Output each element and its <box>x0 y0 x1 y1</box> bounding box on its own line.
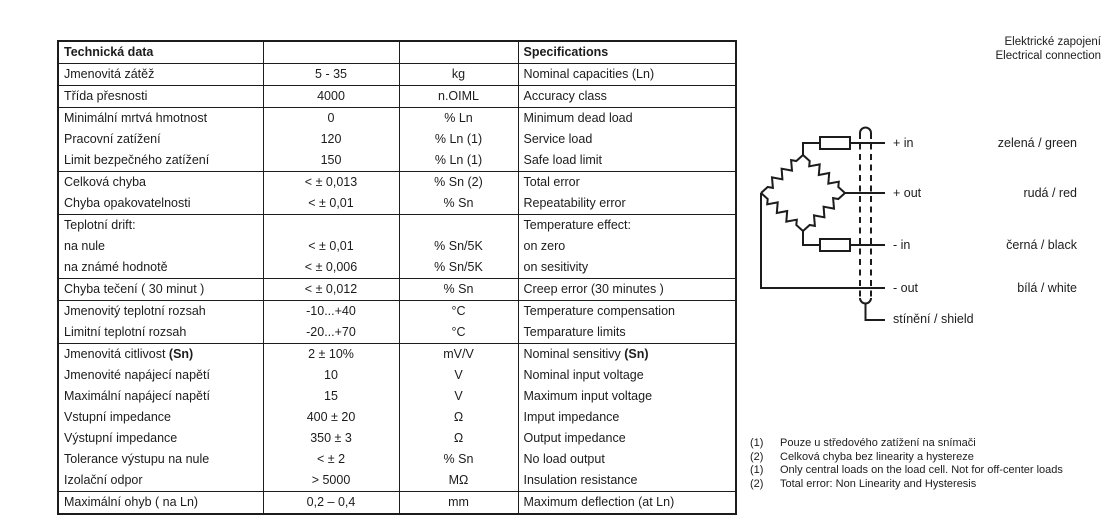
spec-label-en-text: Nominal sensitivy <box>523 347 625 361</box>
spec-label-cz <box>58 344 263 366</box>
table-header-specifications: Specifications <box>518 41 736 64</box>
spec-label-cz: Tolerance výstupu na nule <box>64 452 210 466</box>
pin-label-plus-in: + in <box>893 136 914 150</box>
spec-unit: % Sn/5K <box>399 257 518 279</box>
footnote-text: Celková chyba bez linearity a hystereze <box>780 450 974 463</box>
bridge-resistor-icon <box>761 155 803 193</box>
footnote-number: (1) <box>750 464 764 476</box>
spec-value: 0,2 – 0,4 <box>263 492 399 515</box>
spec-value: < ± 2 <box>263 449 399 470</box>
cable-shield-top-cap <box>860 128 871 134</box>
spec-unit: Ω <box>399 428 518 449</box>
spec-label-cz: Maximální napájecí napětí <box>64 389 210 403</box>
spec-label-en: on sesitivity <box>518 257 736 279</box>
spec-label-en: Temparature limits <box>518 322 736 344</box>
spec-label-cz: Vstupní impedance <box>64 410 172 424</box>
footnotes <box>750 437 1080 491</box>
footnote-text: Pouze u středového zatížení na snímači <box>780 437 976 449</box>
spec-label-en: Service load <box>518 129 736 150</box>
spec-unit <box>399 215 518 237</box>
spec-label-cz: na známé hodnotě <box>58 257 263 279</box>
wire-color-red: rudá / red <box>1023 186 1077 200</box>
spec-label-cz: Maximální ohyb ( na Ln) <box>64 495 199 509</box>
spec-unit: mm <box>399 492 518 515</box>
spec-unit: % Ln (1) <box>399 150 518 172</box>
table-row <box>58 279 736 301</box>
spec-label-cz-text: Jmenovitá citlivost <box>64 347 169 361</box>
spec-label-en: Output impedance <box>518 428 736 449</box>
spec-label-en: Maximum deflection (at Ln) <box>518 492 736 515</box>
cable-shield-bottom-cap <box>860 298 871 304</box>
spec-unit: % Sn <box>399 449 518 470</box>
spec-label-en: Safe load limit <box>518 150 736 172</box>
table-row <box>58 407 736 428</box>
spec-value: 4000 <box>263 86 399 108</box>
spec-unit: Ω <box>399 407 518 428</box>
spec-unit: °C <box>399 301 518 323</box>
spec-label-cz: na nule <box>64 239 106 253</box>
spec-value: 5 - 35 <box>263 64 399 86</box>
pin-label-minus-out: - out <box>893 281 919 295</box>
table-row <box>58 428 736 449</box>
spec-table <box>57 40 737 515</box>
spec-label-cz: Limit bezpečného zatížení <box>58 150 263 172</box>
spec-label-en: Minimum dead load <box>518 108 736 130</box>
spec-label-en: Temperature effect: <box>518 215 736 237</box>
bridge-resistor-icon <box>803 155 845 193</box>
spec-label-en: Nominal input voltage <box>518 365 736 386</box>
footnote <box>750 437 1080 451</box>
spec-label-en: Accuracy class <box>518 86 736 108</box>
table-row <box>58 470 736 492</box>
spec-value: < ± 0,01 <box>263 193 399 215</box>
spec-unit: % Ln (1) <box>399 129 518 150</box>
table-row <box>58 257 736 279</box>
table-row <box>58 86 736 108</box>
spec-label-cz: Minimální mrtvá hmotnost <box>64 111 208 125</box>
spec-value: -20...+70 <box>263 322 399 344</box>
compensation-resistor-icon <box>820 137 850 149</box>
table-row <box>58 301 736 323</box>
footnote-number: (2) <box>750 450 764 463</box>
table-row <box>58 386 736 407</box>
spec-unit: °C <box>399 322 518 344</box>
spec-label-en: Creep error (30 minutes ) <box>518 279 736 301</box>
spec-label-en-bold: (Sn) <box>624 347 649 361</box>
footnote <box>750 478 1080 492</box>
shield-tail-wire <box>866 304 886 321</box>
wire-color-black: černá / black <box>1006 238 1077 252</box>
spec-value: 400 ± 20 <box>263 407 399 428</box>
spec-unit: MΩ <box>399 470 518 492</box>
spec-value: 2 ± 10% <box>263 344 399 366</box>
spec-value: 15 <box>263 386 399 407</box>
table-row <box>58 193 736 215</box>
spec-label-en: Maximum input voltage <box>518 386 736 407</box>
spec-label-en: Repeatability error <box>518 193 736 215</box>
spec-unit: kg <box>399 64 518 86</box>
spec-value: 350 ± 3 <box>263 428 399 449</box>
spec-value: < ± 0,006 <box>263 257 399 279</box>
table-row <box>58 108 736 130</box>
spec-unit: V <box>399 386 518 407</box>
spec-label-en: Total error <box>518 172 736 194</box>
spec-label-en: No load output <box>518 449 736 470</box>
diagram-title-en: Electrical connection <box>995 49 1101 62</box>
spec-label-cz: Teplotní drift: <box>64 218 136 232</box>
spec-unit: % Sn <box>399 193 518 215</box>
footnote <box>750 451 1080 465</box>
table-row <box>58 215 736 237</box>
bridge-resistor-icon <box>803 193 845 231</box>
spec-unit: % Sn/5K <box>399 236 518 257</box>
spec-value: 10 <box>263 365 399 386</box>
table-header-value <box>263 41 399 64</box>
diagram-title-cz: Elektrické zapojení <box>1004 36 1101 48</box>
table-row <box>58 64 736 86</box>
wire-color-green: zelená / green <box>997 136 1077 150</box>
spec-label-cz-bold: (Sn) <box>168 347 194 361</box>
spec-label-cz: Limitní teplotní rozsah <box>58 322 263 344</box>
table-row <box>58 492 736 515</box>
spec-unit: % Sn (2) <box>399 172 518 194</box>
table-row <box>58 449 736 470</box>
table-row <box>58 365 736 386</box>
table-row <box>58 150 736 172</box>
table-row <box>58 236 736 257</box>
spec-value: 150 <box>263 150 399 172</box>
spec-label-cz: Celková chyba <box>64 175 146 189</box>
spec-unit: V <box>399 365 518 386</box>
spec-unit: n.OIML <box>399 86 518 108</box>
spec-label-cz: Jmenovité napájecí napětí <box>64 368 210 382</box>
footnote <box>750 464 1080 478</box>
spec-label-en: Temperature compensation <box>518 301 736 323</box>
spec-label-cz: Chyba opakovatelnosti <box>58 193 263 215</box>
spec-label-cz: Jmenovitá zátěž <box>58 64 263 86</box>
spec-label-cz: Výstupní impedance <box>64 431 178 445</box>
footnote-text: Only central loads on the load cell. Not for off-center loads <box>780 464 1063 476</box>
pin-label-plus-out: + out <box>893 186 922 200</box>
footnote-text: Total error: Non Linearity and Hysteresis <box>780 477 977 490</box>
spec-label-cz: Pracovní zatížení <box>64 132 161 146</box>
compensation-resistor-icon <box>820 239 850 251</box>
bridge-resistor-icon <box>761 193 803 231</box>
table-row <box>58 322 736 344</box>
table-header-row <box>58 41 736 64</box>
spec-unit: % Ln <box>399 108 518 130</box>
spec-label-en: on zero <box>518 236 736 257</box>
spec-label-cz: Chyba tečení ( 30 minut ) <box>58 279 263 301</box>
spec-value: < ± 0,012 <box>263 279 399 301</box>
spec-label-en: Insulation resistance <box>518 470 736 492</box>
table-row <box>58 129 736 150</box>
wire-color-white: bílá / white <box>1017 281 1077 295</box>
spec-label-cz: Třída přesnosti <box>58 86 263 108</box>
table-header-cz: Technická data <box>58 41 263 64</box>
footnote-number: (2) <box>750 477 764 490</box>
spec-label-en <box>518 344 736 366</box>
spec-value: < ± 0,013 <box>263 172 399 194</box>
table-header-unit <box>399 41 518 64</box>
spec-label-en: Imput impedance <box>518 407 736 428</box>
spec-label-cz: Izolační odpor <box>58 470 263 492</box>
spec-value: 0 <box>263 108 399 130</box>
spec-value <box>263 215 399 237</box>
spec-value: > 5000 <box>263 470 399 492</box>
spec-value: 120 <box>263 129 399 150</box>
table-row <box>58 344 736 366</box>
spec-unit: % Sn <box>399 279 518 301</box>
spec-unit: mV/V <box>399 344 518 366</box>
footnote-number: (1) <box>750 437 764 449</box>
spec-value: -10...+40 <box>263 301 399 323</box>
pin-label-minus-in: - in <box>893 238 911 252</box>
spec-label-en: Nominal capacities (Ln) <box>518 64 736 86</box>
spec-value: < ± 0,01 <box>263 236 399 257</box>
shield-label: stínění / shield <box>893 312 974 326</box>
spec-label-cz: Jmenovitý teplotní rozsah <box>64 304 206 318</box>
diagram-title <box>996 36 1101 63</box>
table-row <box>58 172 736 194</box>
